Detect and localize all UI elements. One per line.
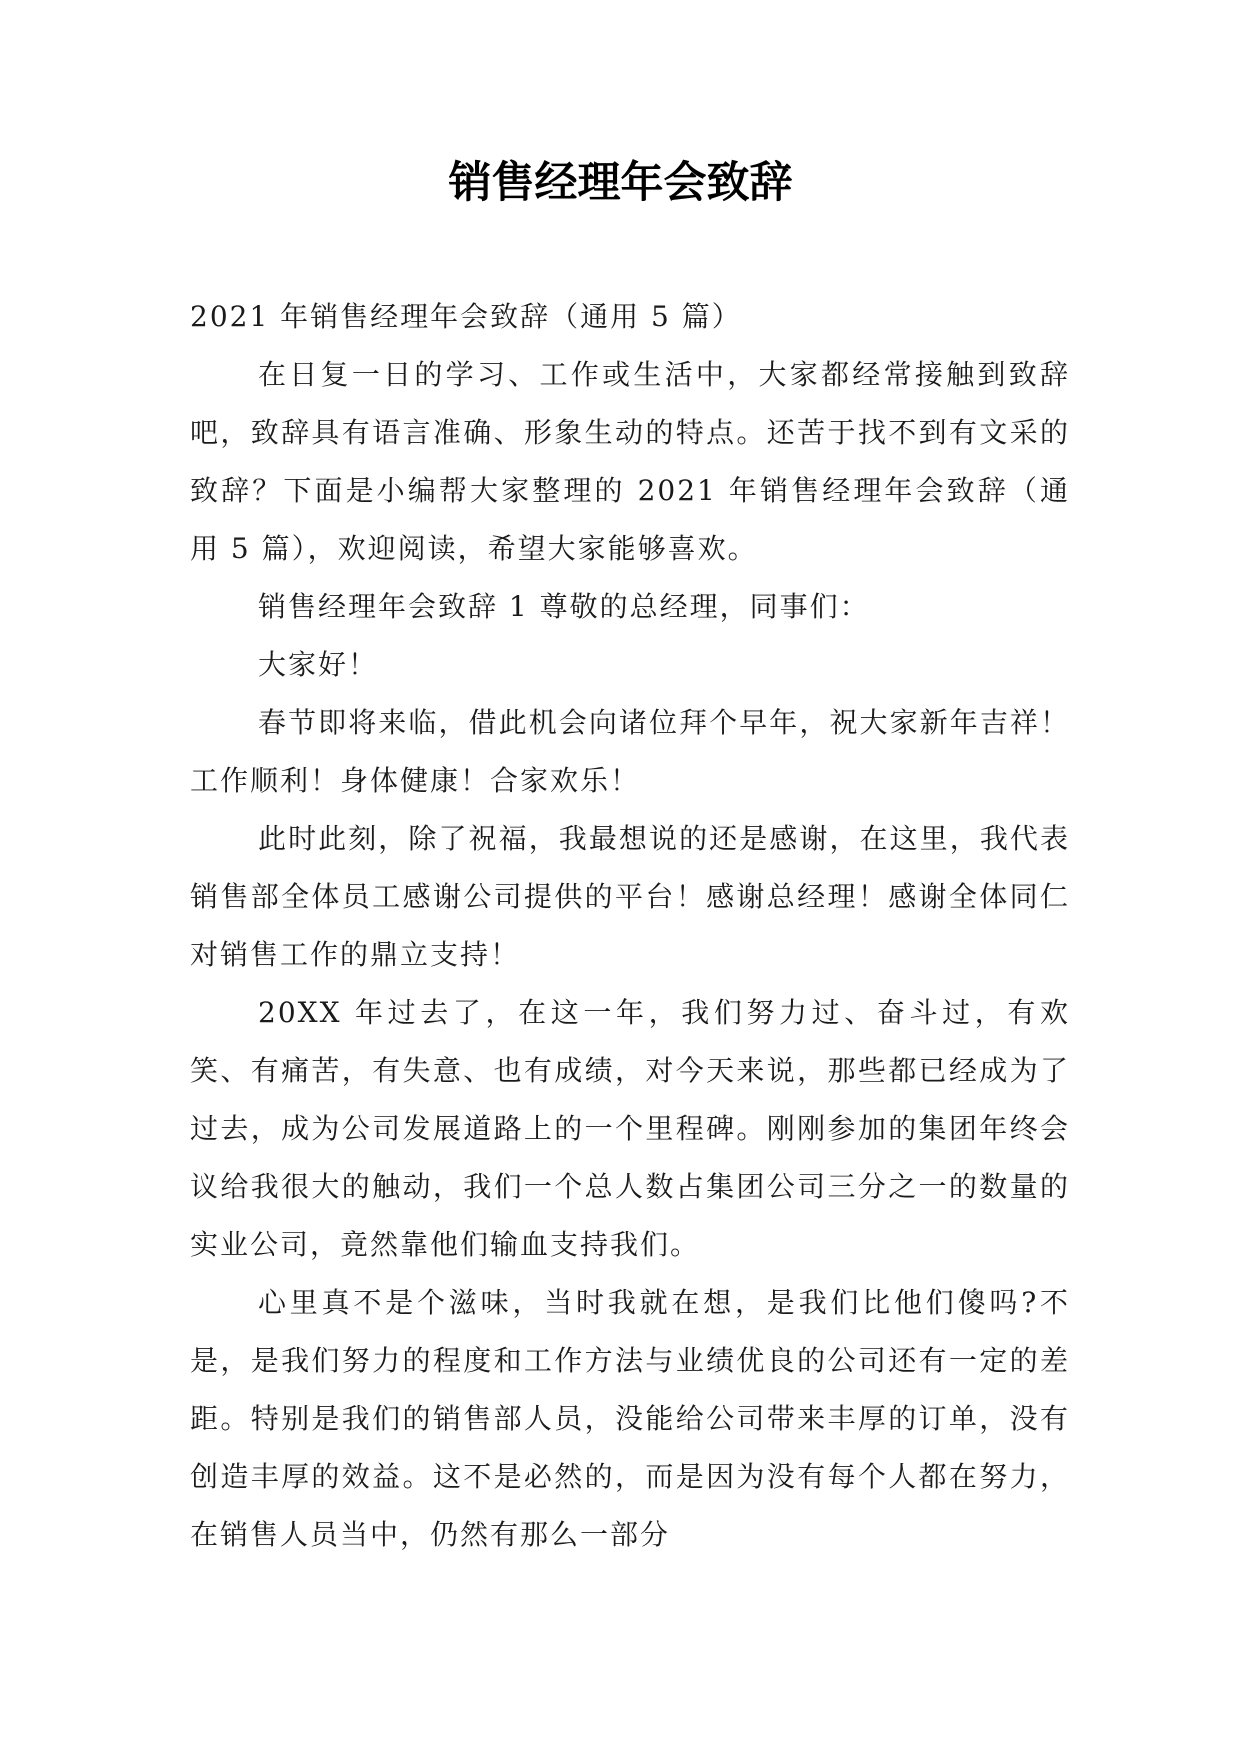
- paragraph: 在日复一日的学习、工作或生活中，大家都经常接触到致辞吧，致辞具有语言准确、形象生动的特点。还苦于找不到有文采的致辞？下面是小编帮大家整理的 2021 年销售经理年会致辞（通用 5 篇），欢迎阅读，希望大家能够喜欢。: [190, 358, 1070, 565]
- document-title: 销售经理年会致辞: [448, 158, 793, 208]
- paragraph: 此时此刻，除了祝福，我最想说的还是感谢，在这里，我代表销售部全体员工感谢公司提供的平台！感谢总经理！感谢全体同仁对销售工作的鼎立支持！: [190, 822, 1070, 971]
- paragraph: 心里真不是个滋味，当时我就在想，是我们比他们傻吗?不是，是我们努力的程度和工作方法与业绩优良的公司还有一定的差距。特别是我们的销售部人员，没能给公司带来丰厚的订单，没有创造丰厚的效益。这不是必然的，而是因为没有每个人都在努力，在销售人员当中，仍然有那么一部分: [190, 1286, 1070, 1551]
- paragraph: 销售经理年会致辞 1 尊敬的总经理，同事们：: [258, 590, 870, 623]
- paragraph: 大家好！: [258, 648, 379, 681]
- subtitle-line: 2021 年销售经理年会致辞（通用 5 篇）: [190, 300, 742, 333]
- document-body: [190, 288, 1070, 1564]
- paragraph: 春节即将来临，借此机会向诸位拜个早年，祝大家新年吉祥！工作顺利！身体健康！合家欢乐！: [190, 706, 1070, 797]
- paragraph: 20XX 年过去了，在这一年，我们努力过、奋斗过，有欢笑、有痛苦，有失意、也有成绩，对今天来说，那些都已经成为了过去，成为公司发展道路上的一个里程碑。刚刚参加的集团年终会议给我很大的触动，我们一个总人数占集团公司三分之一的数量的实业公司，竟然靠他们输血支持我们。: [190, 996, 1070, 1261]
